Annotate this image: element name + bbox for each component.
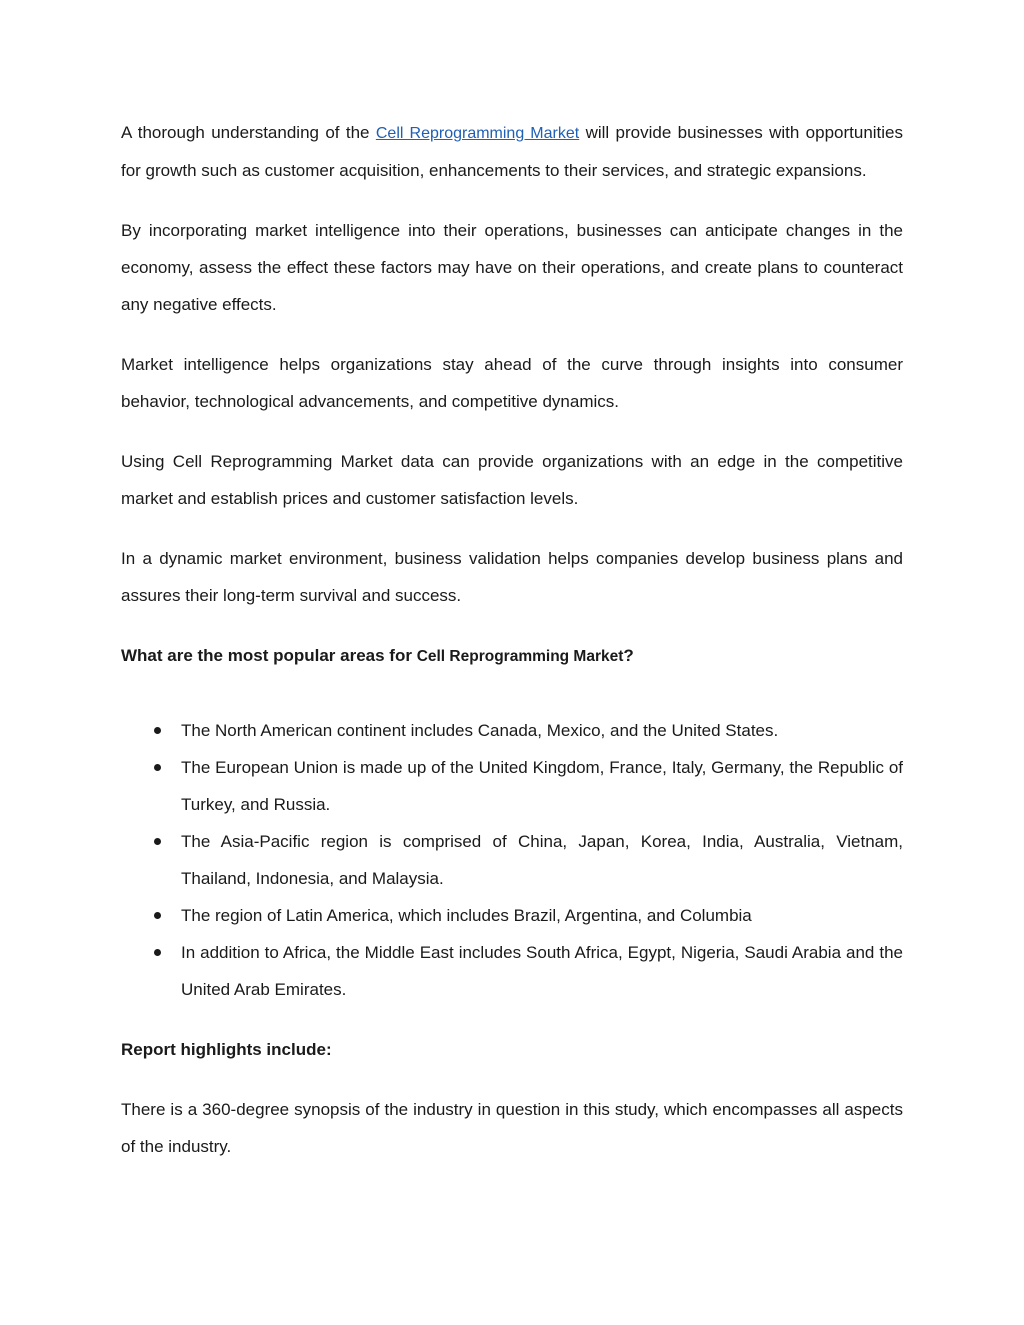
paragraph-business-validation: In a dynamic market environment, business validation helps companies develop business plans and assures their long-term survival and success. bbox=[121, 549, 903, 605]
intro-text-after: will provide businesses with opportunities for growth such as customer acquisition, enhancements to their services, and strategic expansions. bbox=[121, 123, 903, 180]
cell-reprogramming-market-link[interactable]: Cell Reprogramming Market bbox=[375, 125, 580, 142]
bullet-icon bbox=[154, 949, 161, 956]
highlights-heading: Report highlights include: bbox=[121, 1040, 332, 1059]
list-item bbox=[121, 749, 903, 823]
regions-heading-main: What are the most popular areas for bbox=[121, 646, 417, 665]
list-item bbox=[121, 897, 903, 934]
document-body bbox=[121, 114, 903, 1188]
bullet-icon bbox=[154, 912, 161, 919]
list-item bbox=[121, 823, 903, 897]
bullet-icon bbox=[154, 764, 161, 771]
regions-heading-suffix: ? bbox=[623, 646, 634, 665]
intro-text-before: A thorough understanding of the bbox=[121, 123, 376, 142]
bullet-icon bbox=[154, 727, 161, 734]
paragraph-market-intelligence: By incorporating market intelligence into their operations, businesses can anticipate changes in the economy, assess the effect these factors may have on their operations, and create plans to counteract any negative effects. bbox=[121, 221, 903, 314]
list-item bbox=[121, 712, 903, 749]
regions-heading bbox=[121, 637, 903, 675]
list-item-text: The Asia-Pacific region is comprised of China, Japan, Korea, India, Australia, Vietnam, Thailand, Indonesia, and Malaysia. bbox=[181, 832, 903, 888]
paragraph-stay-ahead: Market intelligence helps organizations stay ahead of the curve through insights into consumer behavior, technological advancements, and competitive dynamics. bbox=[121, 355, 903, 411]
regions-heading-market: Cell Reprogramming Market bbox=[416, 648, 624, 665]
paragraph-market-data: Using Cell Reprogramming Market data can provide organizations with an edge in the competitive market and establish prices and customer satisfaction levels. bbox=[121, 452, 903, 508]
paragraph-highlights: There is a 360-degree synopsis of the industry in question in this study, which encompasses all aspects of the industry. bbox=[121, 1100, 903, 1156]
list-item-text: In addition to Africa, the Middle East includes South Africa, Egypt, Nigeria, Saudi Arabia and the United Arab Emirates. bbox=[181, 943, 903, 999]
list-item-text: The region of Latin America, which includes Brazil, Argentina, and Columbia bbox=[181, 906, 752, 925]
list-item-text: The North American continent includes Canada, Mexico, and the United States. bbox=[181, 721, 779, 740]
paragraph-intro bbox=[121, 114, 903, 189]
list-item bbox=[121, 934, 903, 1008]
list-spacer bbox=[121, 698, 903, 712]
list-item-text: The European Union is made up of the United Kingdom, France, Italy, Germany, the Republic of Turkey, and Russia. bbox=[181, 758, 903, 814]
bullet-icon bbox=[154, 838, 161, 845]
regions-list bbox=[121, 712, 903, 1008]
